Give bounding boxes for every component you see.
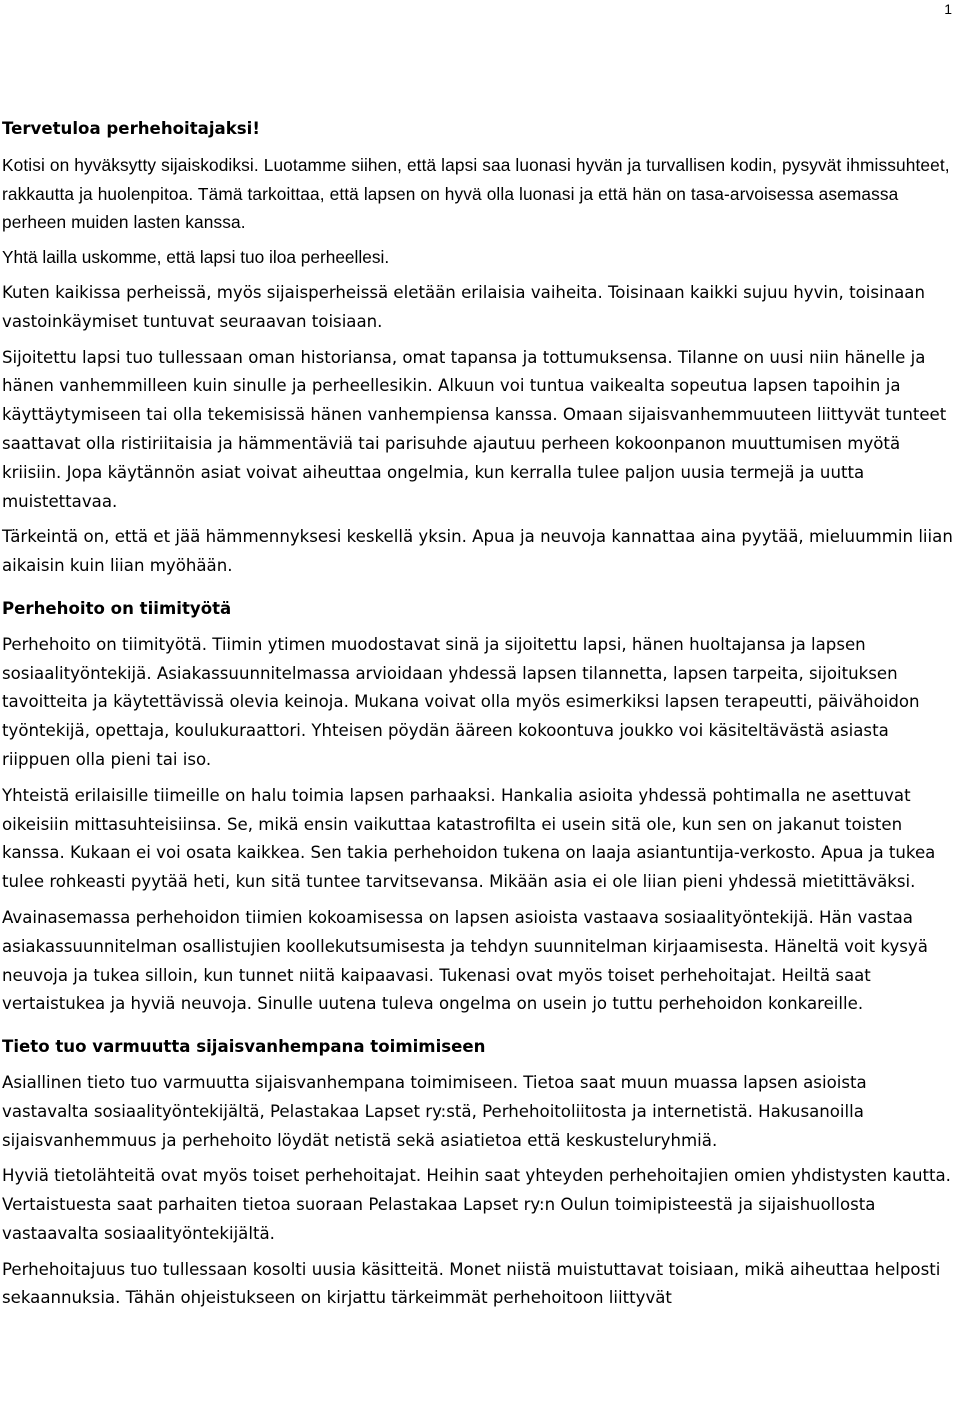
intro-paragraph-4: Sijoitettu lapsi tuo tullessaan oman historiansa, omat tapansa ja tottumuksensa. Tilanne on uusi niin hänelle ja hänen vanhemmilleen kuin sinulle ja perheellesikin. Alkuun voi tuntua vaikealta sopeutua lapsen tapoihin ja käyttäytymiseen tai olla tekemisissä hänen vanhempiensa kanssa. Omaan sijaisvanhemmuuteen liittyvät tunteet saattavat olla ristiriitaisia ja hämmentäviä tai parisuhde ajautuu perheen kokoonpanon muuttumisen myötä kriisiin. Jopa käytännön asiat voivat aiheuttaa ongelmia, kun kerralla tulee paljon uusia termejä ja uutta muistettavaa. xyxy=(2,347,947,511)
page-number: 1 xyxy=(944,1,952,17)
section-heading-info: Tieto tuo varmuutta sijaisvanhempana toimimiseen xyxy=(2,1037,486,1057)
section-heading-team: Perhehoito on tiimityötä xyxy=(2,598,232,618)
intro-paragraph-5: Tärkeintä on, että et jää hämmennyksesi keskellä yksin. Apua ja neuvoja kannattaa aina pyytää, mieluummin liian aikaisin kuin liian myöhään. xyxy=(2,527,953,576)
info-paragraph-3: Perhehoitajuus tuo tullessaan kosolti uusia käsitteitä. Monet niistä muistuttavat toisiaan, mikä aiheuttaa helposti sekaannuksia. Tähän ohjeistukseen on kirjattu tärkeimmät perhehoitoon liittyvät xyxy=(2,1259,941,1308)
team-paragraph-3: Avainasemassa perhehoidon tiimien kokoamisessa on lapsen asioista vastaava sosiaalityöntekijä. Hän vastaa asiakassuunnitelman osallistujien koollekutsumisesta ja tehdyn suunnitelman kirjaamisesta. Häneltä voit kysyä neuvoja ja tukea silloin, kun tunnet niitä kaipaavasi. Tukenasi ovat myös toiset perhehoitajat. Heiltä saat vertaistukea ja hyviä neuvoja. Sinulle uutena tuleva ongelma on usein jo tuttu perhehoidon konkareille. xyxy=(2,907,928,1014)
info-paragraph-2: Hyviä tietolähteitä ovat myös toiset perhehoitajat. Heihin saat yhteyden perhehoitajien omien yhdistysten kautta. Vertaistuesta saat parhaiten tietoa suoraan Pelastakaa Lapset ry:n Oulun toimipisteestä ja sijaishuollosta vastaavalta sosiaalityöntekijältä. xyxy=(2,1166,951,1243)
team-paragraph-2: Yhteistä erilaisille tiimeille on halu toimia lapsen parhaaksi. Hankalia asioita yhdessä pohtimalla ne asettuvat oikeisiin mittasuhteisiinsa. Se, mikä ensin vaikuttaa katastrofilta ei usein sitä ole, kun sen on jakanut toisten kanssa. Kukaan ei voi osata kaikkea. Sen takia perhehoidon tukena on laaja asiantuntija-verkosto. Apua ja tukea tulee rohkeasti pyytää heti, kun sitä tuntee tarvitsevansa. Mikään asia ei ole liian pieni yhdessä mietittäväksi. xyxy=(2,785,936,892)
document-body xyxy=(2,115,956,1313)
team-paragraph-1: Perhehoito on tiimityötä. Tiimin ytimen muodostavat sinä ja sijoitettu lapsi, hänen huoltajansa ja lapsen sosiaalityöntekijä. Asiakassuunnitelmassa arvioidaan yhdessä lapsen tilannetta, lapsen tarpeita, sijoituksen tavoitteita ja käytettävissä olevia keinoja. Mukana voivat olla myös esimerkiksi lapsen terapeutti, päivähoidon työntekijä, opettaja, koulukuraattori. Yhteisen pöydän ääreen kokoontuva joukko voi käsiteltävästä asiasta riippuen olla pieni tai iso. xyxy=(2,634,920,769)
document-title: Tervetuloa perhehoitajaksi! xyxy=(2,119,260,138)
intro-paragraph-3: Kuten kaikissa perheissä, myös sijaisperheissä eletään erilaisia vaiheita. Toisinaan kaikki sujuu hyvin, toisinaan vastoinkäymiset tuntuvat seuraavan toisiaan. xyxy=(2,282,925,331)
intro-paragraph-1: Kotisi on hyväksytty sijaiskodiksi. Luotamme siihen, että lapsi saa luonasi hyvän ja turvallisen kodin, pysyvät ihmissuhteet, rakkautta ja huolenpitoa. Tämä tarkoittaa, että lapsen on hyvä olla luonasi ja että hän on tasa-arvoisessa asemassa perheen muiden lasten kanssa. xyxy=(2,154,950,233)
info-paragraph-1: Asiallinen tieto tuo varmuutta sijaisvanhempana toimimiseen. Tietoa saat muun muassa lapsen asioista vastavalta sosiaalityöntekijältä, Pelastakaa Lapset ry:stä, Perhehoitoliitosta ja internetistä. Hakusanoilla sijaisvanhemmuus ja perhehoito löydät netistä sekä asiatietoa että keskusteluryhmiä. xyxy=(2,1072,867,1150)
intro-paragraph-2: Yhtä lailla uskomme, että lapsi tuo iloa perheellesi. xyxy=(2,247,390,268)
